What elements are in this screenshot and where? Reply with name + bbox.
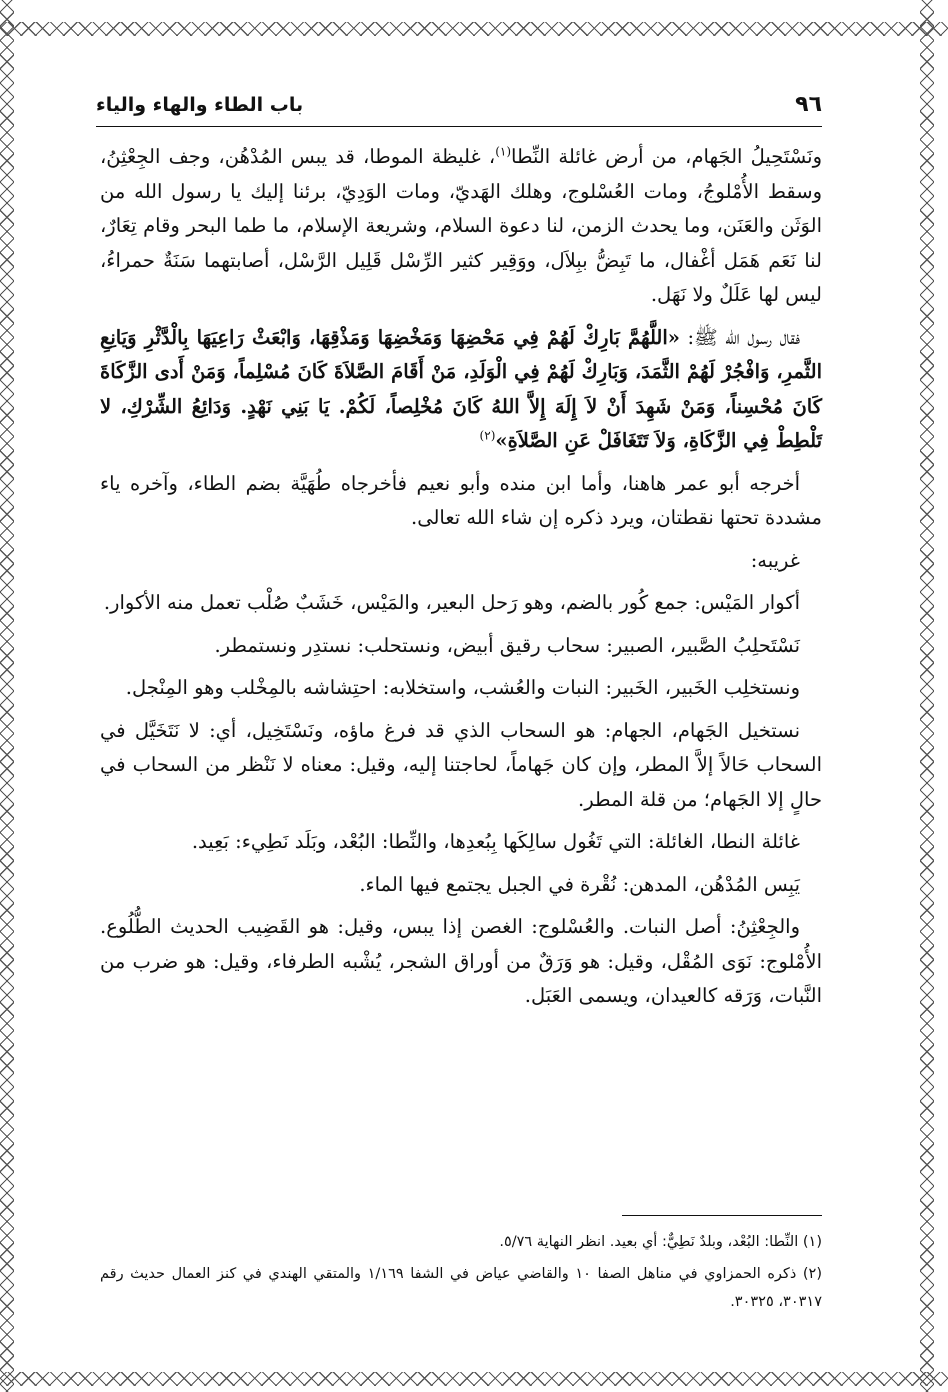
gharib-entry: أكوار المَيْس: جمع كُور بالضم، وهو رَحل البعير، والمَيْس، خَشَبٌ صُلْب تعمل منه الأكوار.: [103, 591, 800, 614]
gharib-entry: والجِعْثِنُ: أصل النبات. والعُسْلوج: الغصن إذا يبس، وقيل: هو القَضِيب الحديث الطُّلُوع. الأُمْلوج: نَوَى المُقْل، وقيل: هو وَرَقٌ من أوراق الشجر، يُشْبه الطرفاء، وقيل: هو ضرب من النَّبات، وَرَقه كالعيدان، ويسمى العَبَل.: [100, 915, 822, 1007]
footnotes: [100, 1228, 822, 1320]
paragraph-takhrij: أخرجه أبو عمر هاهنا، وأما ابن منده وأبو نعيم فأخرجاه طُهَيَّة بضم الطاء، وآخره ياء مشددة تحتها نقطتان، ويرد ذكره إن شاء الله تعالى.: [100, 471, 822, 529]
gharib-entry: نستخيل الجَهام، الجهام: هو السحاب الذي قد فرغ ماؤه، ونَسْتَخِيل، أي: لا نَتَخَيَّل في السحاب حَالاً إلاَّ المطر، وإن كان جَهاماً، لحاجتنا إليه، وقيل: معناه لا نَنْظر من السحاب في حالٍ إلا الجَهام؛ من قلة المطر.: [100, 718, 822, 811]
hadith-text: «اللَّهُمَّ بَارِكْ لَهُمْ فِي مَحْضِهَا وَمَخْضِهَا وَمَذْقِهَا، وَابْعَثْ رَاعِيَهَا بِالْدَّثْرِ وَيَانِعِ الثَّمرِ، وَافْجُرْ لَهُمْ الثَّمَدَ، وَبَارِكْ لَهُمْ فِي الْوَلَدِ، مَنْ أَقَامَ الصَّلاَةَ كَانَ مُسْلِماً، وَمَنْ أَدى الزَّكَاةَ كَانَ مُحْسِناً، وَمَنْ شَهِدَ أَنْ لاَ إِلَهَ إِلاَّ اللهُ كَانَ مُخْلِصاً، لَكُمْ. يَا بَنِي نَهْدٍ. وَدَائِعُ الشِّرْكِ، لا تَلْطِطْ فِي الزَّكَاةِ، وَلاَ تَتَغَافَلْ عَنِ الصَّلاَةِ»: [100, 325, 822, 452]
paragraph-speech: ونَسْتَحِيلُ الجَهام، من أرض غائلة النِّطا$^{(١)}$، غليظة الموطا، قد يبس المُدْهُن، وجف الجِعْثِنُ، وسقط الأُمْلوجُ، ومات العُسْلوج، وهلك الهَديّ، ومات الوَدِيّ، برئنا إليك يا رسول الله من الوَثَن والعَنَن، وما يحدث الزمن، لنا دعوة السلام، وشريعة الإسلام، ما طما البحر وقام تِعَارٌ، لنا نَعَم هَمَل أغْفال، ما تَبِضُّ ببِلاَل، ووَقِير كثير الرِّسْل قَلِيل الرَّسْل، أصابتهما سَنَةٌ حمراءُ، ليس لها عَلَلٌ ولا نَهَل.: [100, 144, 822, 306]
gharib-heading: غريبه:: [750, 548, 800, 572]
footnote-ref-1[interactable]: (١): [495, 144, 512, 159]
running-title: باب الطاء والهاء والياء: [96, 94, 304, 116]
footnote-ref-2[interactable]: (٢): [479, 428, 496, 443]
bottom-ornamental-border: [0, 1372, 948, 1386]
footnote-2: (٢) ذكره الحمزاوي في مناهل الصفا ١٠ والقاضي عياض في الشفا ١/١٦٩ والمتقي الهندي في كنز العمال حديث رقم ٣٠٣١٧، ٣٠٣٢٥.: [100, 1266, 822, 1310]
gharib-entry: يَبِس المُدْهُن، المدهن: نُقْرة في الجبل يجتمع فيها الماء.: [359, 872, 800, 896]
paragraph-hadith: فقال رسول الله ﷺ: «اللَّهُمَّ بَارِكْ لَهُمْ فِي مَحْضِهَا وَمَخْضِهَا وَمَذْقِهَا، وَابْعَثْ رَاعِيَهَا بِالْدَّثْرِ وَيَانِعِ الثَّمرِ، وَافْجُرْ لَهُمْ الثَّمَدَ، وَبَارِكْ لَهُمْ فِي الْوَلَدِ، مَنْ أَقَامَ الصَّلاَةَ كَانَ مُسْلِماً، وَمَنْ أَدى الزَّكَاةَ كَانَ مُحْسِناً، وَمَنْ شَهِدَ أَنْ لاَ إِلَهَ إِلاَّ اللهُ كَانَ مُخْلِصاً، لَكُمْ. يَا بَنِي نَهْدٍ. وَدَائِعُ الشِّرْكِ، لا تَلْطِطْ فِي الزَّكَاةِ، وَلاَ تَتَغَافَلْ عَنِ الصَّلاَةِ»$^{(٢)}$: [100, 325, 822, 452]
gharib-entry: نَسْتَحلِبُ الصَّبير، الصبير: سحاب رقيق أبيض، ونستحلب: نستدِر ونستمطر.: [214, 633, 800, 657]
left-ornamental-border: [0, 0, 14, 1392]
top-ornamental-border: [0, 22, 948, 36]
right-ornamental-border: [920, 0, 934, 1392]
footnote-1: (١) النِّطا: البُعْد، وبلدٌ نَطِيٌّ: أي بعيد. انظر النهاية ٥/٧٦.: [499, 1234, 822, 1250]
footnote-separator: [622, 1215, 822, 1216]
page-header: [96, 92, 822, 127]
page-number: ٩٦: [795, 92, 822, 117]
gharib-entry: ونستخلِب الخَبير، الخَبير: النبات والعُشب، واستخلابه: احتِشاشه بالمِخْلب وهو المِنْجل.: [125, 676, 800, 699]
gharib-entry: غائلة النطا، الغائلة: التي تَغُول سالِكَها بِبُعدِها، والنِّطا: البُعْد، وبَلَد نَطِيء: بَعِيد.: [191, 830, 800, 853]
main-text: [100, 140, 822, 1022]
